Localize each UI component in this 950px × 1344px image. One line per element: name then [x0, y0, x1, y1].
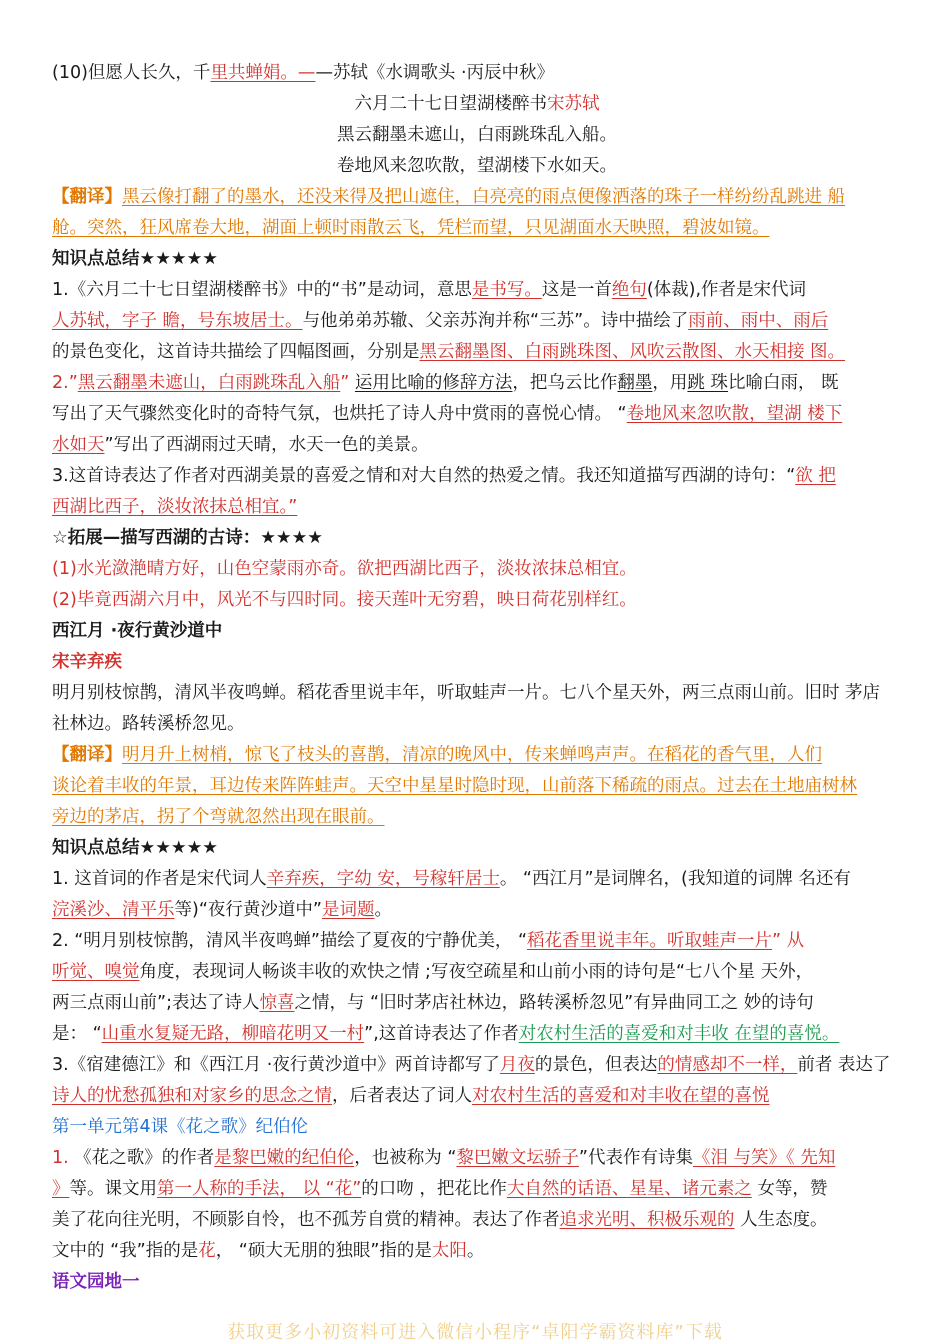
text-segment: 辛弃疾，字幼 安，号稼轩居士 — [266, 869, 500, 889]
text-segment: 是书写。 — [471, 280, 542, 300]
text-segment: 【翻译】 — [52, 187, 122, 207]
text-segment: 。 — [374, 900, 392, 920]
text-line — [52, 430, 902, 461]
text-segment: 1. 这首词的作者是宋代词人 — [52, 869, 267, 889]
text-segment: 的景色，但表达 — [534, 1055, 658, 1075]
text-line — [52, 1205, 902, 1236]
text-segment: ☆拓展—描写西湖的古诗：★★★★ — [52, 528, 323, 548]
text-segment: 翻墨 — [617, 373, 653, 393]
text-segment: 对农村生活的喜爱和对丰收 在望的喜悦。 — [518, 1024, 840, 1044]
text-line — [52, 275, 902, 306]
text-line — [52, 120, 902, 151]
text-line — [52, 833, 902, 864]
text-segment: 之情，与 “旧时茅店社林边，路转溪桥忽见”有异曲同工之 妙的诗句 — [294, 993, 814, 1013]
text-line — [52, 461, 902, 492]
text-segment: 西湖比西子，淡妆浓抹总相宜。” — [52, 497, 298, 517]
text-segment: 西江月 ·夜行黄沙道中 — [52, 621, 223, 641]
text-line — [52, 647, 902, 678]
text-segment: 的景色变化，这首诗共描绘了四幅图画，分别是 — [52, 342, 420, 362]
text-segment: 女等，赞 — [751, 1179, 828, 1199]
text-segment: 2.” — [52, 373, 78, 393]
text-line — [52, 585, 902, 616]
text-segment: 对农村生活的喜爱和对丰收在望的喜悦 — [472, 1086, 770, 1106]
text-line — [52, 368, 902, 399]
text-line — [52, 926, 902, 957]
text-segment: 知识点总结★★★★★ — [52, 249, 218, 269]
text-segment: 等。课文用 — [69, 1179, 157, 1199]
text-line — [52, 244, 902, 275]
text-line — [52, 1174, 902, 1205]
text-line — [52, 616, 902, 647]
text-line — [52, 399, 902, 430]
text-segment: 舱。突然，狂风席卷大地，湖面上顿时雨散云飞，凭栏而望，只见湖面水天映照，碧波如镜。 — [52, 218, 770, 238]
text-line — [52, 864, 902, 895]
text-segment: 欲 把 — [795, 466, 836, 486]
text-segment: 月夜 — [499, 1055, 535, 1075]
text-segment: 。 — [466, 1241, 485, 1261]
text-segment: 卷地风来忽吹散，望湖楼下水如天。 — [337, 156, 617, 176]
text-line — [52, 988, 902, 1019]
text-line — [52, 895, 902, 926]
text-segment: 水如天 — [52, 435, 105, 455]
text-segment: 。 “西江月”是词牌名，(我知道的词牌 名还有 — [499, 869, 851, 889]
text-line — [52, 957, 902, 988]
document-body — [52, 58, 902, 1298]
text-segment: 写出了天气骤然变化时的奇特气氛，也烘托了诗人舟中赏雨的喜悦心情。 “ — [52, 404, 627, 424]
text-segment: ，后者表达了词人 — [332, 1086, 472, 1106]
text-line — [52, 554, 902, 585]
text-segment: 文中的 “我”指的是 — [52, 1241, 199, 1261]
text-segment: 第一人称的手法， 以 “花” — [157, 1179, 362, 1199]
text-line — [52, 89, 902, 120]
text-segment: 黑云像打翻了的墨水，还没来得及把山遮住，白亮亮的雨点便像洒落的珠子一样纷纷乱跳进 船 — [122, 187, 846, 207]
text-segment: 【翻译】 — [52, 745, 122, 765]
text-segment: 山重水复疑无路，柳暗花明又一村 — [101, 1024, 365, 1044]
text-segment: (2)毕竟西湖六月中，风光不与四时同。接天莲叶无穷碧，映日荷花别样红。 — [52, 590, 637, 610]
text-segment: 太阳 — [431, 1241, 467, 1261]
text-segment: 卷地风来忽吹散，望湖 楼下 — [626, 404, 843, 424]
text-line — [52, 151, 902, 182]
text-segment: 与他弟弟苏辙、父亲苏洵并称“三苏”。诗中描绘了 — [302, 311, 689, 331]
text-line — [52, 740, 902, 771]
text-segment: ，用 — [652, 373, 688, 393]
text-segment: 是： “ — [52, 1024, 102, 1044]
text-segment: 3.这首诗表达了作者对西湖美景的喜爱之情和对大自然的热爱之情。我还知道描写西湖的诗句：“ — [52, 466, 796, 486]
text-segment: 是黎巴嫩的纪伯伦 — [214, 1148, 355, 1168]
text-segment: 追求光明、积极乐观的 — [559, 1210, 735, 1230]
text-segment: 1. — [52, 1148, 75, 1168]
text-segment: 美了花向往光明，不顾影自怜，也不孤芳自赏的精神。表达了作者 — [52, 1210, 560, 1230]
text-segment: 大自然的话语、星星、诸元素之 — [506, 1179, 752, 1199]
text-segment: 运用比喻的修辞方法 — [354, 373, 513, 393]
text-segment: 1.《六月二十七日望湖楼醉书》中的“书”是动词，意思 — [52, 280, 472, 300]
footer-promo: 获取更多小初资料可进入微信小程序“卓阳学霸资料库”下载 — [227, 1322, 723, 1343]
text-segment: 里共蝉娟。— — [210, 63, 316, 83]
text-segment: 《泪 与笑》《 先知 — [692, 1148, 836, 1168]
text-segment: 稻花香里说丰年。听取蛙声一片 — [527, 931, 773, 951]
text-line — [52, 1236, 902, 1267]
text-segment: 3.《宿建德江》和《西江月 ·夜行黄沙道中》两首诗都写了 — [52, 1055, 500, 1075]
text-segment: 浣溪沙、清平乐 — [52, 900, 175, 920]
text-line — [52, 1081, 902, 1112]
text-segment: 宋苏轼 — [547, 94, 600, 114]
text-segment: 《花之歌》的作者 — [74, 1148, 215, 1168]
text-segment: 》 — [52, 1179, 70, 1199]
text-segment: 明月升上树梢，惊飞了枝头的喜鹊，清凉的晚风中，传来蝉鸣声声。在稻花的香气里，人们 — [122, 745, 822, 765]
text-segment: 的口吻 ，把花比作 — [361, 1179, 507, 1199]
text-segment: 宋辛弃疾 — [52, 652, 122, 672]
text-segment: 社林边。路转溪桥忽见。 — [52, 714, 245, 734]
text-segment: 人生态度。 — [734, 1210, 828, 1230]
text-segment: 谈论着丰收的年景，耳边传来阵阵蛙声。天空中星星时隐时现，山前落下稀疏的雨点。过去在土地庙树林 — [52, 776, 857, 796]
text-line — [52, 1019, 902, 1050]
text-segment: (体裁),作者是宋代词 — [646, 280, 807, 300]
text-segment: 绝句 — [611, 280, 647, 300]
text-segment: —苏轼《水调歌头 ·丙辰中秋》 — [315, 63, 555, 83]
text-segment: 跳 珠 — [687, 373, 728, 393]
text-line — [52, 802, 902, 833]
text-segment: ”,这首诗表达了作者 — [364, 1024, 519, 1044]
text-line — [52, 1267, 902, 1298]
text-segment: 花 — [198, 1241, 216, 1261]
text-segment: 前者 表达了 — [797, 1055, 891, 1075]
text-segment: 旁边的茅店，拐了个弯就忽然出现在眼前。 — [52, 807, 385, 827]
text-line — [52, 58, 902, 89]
text-segment: 黑云翻墨未遮山，白雨跳珠乱入船。 — [337, 125, 617, 145]
text-segment: ，也被称为 “ — [354, 1148, 457, 1168]
text-line — [52, 1112, 902, 1143]
text-segment: ，把乌云比作 — [512, 373, 618, 393]
text-segment: (1)水光潋滟晴方好，山色空蒙雨亦奇。欲把西湖比西子，淡妆浓抹总相宜。 — [52, 559, 637, 579]
text-segment: 等)“夜行黄沙道中” — [174, 900, 322, 920]
text-segment: 比喻白雨， 既 — [728, 373, 839, 393]
text-line — [52, 337, 902, 368]
text-segment: 诗人的忧愁孤独和对家乡的思念之情 — [52, 1086, 332, 1106]
text-segment: 2. “明月别枝惊鹊，清风半夜鸣蝉”描绘了夏夜的宁静优美， “ — [52, 931, 528, 951]
text-line — [52, 182, 902, 213]
text-segment: 黎巴嫩文坛骄子 — [456, 1148, 579, 1168]
text-segment: 知识点总结★★★★★ — [52, 838, 218, 858]
text-line — [52, 492, 902, 523]
text-segment: 明月别枝惊鹊，清风半夜鸣蝉。稻花香里说丰年，听取蛙声一片。七八个星天外，两三点雨山前。旧时 茅店 — [52, 683, 881, 703]
text-segment: 两三点雨山前”;表达了诗人 — [52, 993, 260, 1013]
text-segment: 黑云翻墨未遮山，白雨跳珠乱入船 — [77, 373, 341, 393]
text-line — [52, 771, 902, 802]
text-line — [52, 1050, 902, 1081]
text-segment: 雨前、雨中、雨后 — [688, 311, 829, 331]
text-segment: 惊喜 — [259, 993, 295, 1013]
text-segment: ”代表作有诗集 — [578, 1148, 693, 1168]
text-segment: ， “硕大无朋的独眼”指的是 — [215, 1241, 432, 1261]
text-segment: 语文园地一 — [52, 1272, 140, 1292]
text-segment: 听觉、嗅觉 — [52, 962, 140, 982]
text-segment: 黑云翻墨图、白雨跳珠图、风吹云散图、水天相接 图。 — [419, 342, 846, 362]
text-segment: 这是一首 — [541, 280, 612, 300]
text-line — [52, 213, 902, 244]
text-segment: 人苏轼，字子 瞻，号东坡居士。 — [52, 311, 303, 331]
text-line — [52, 678, 902, 709]
text-line — [52, 306, 902, 337]
text-segment: (10)但愿人长久，千 — [52, 63, 211, 83]
text-segment: ”写出了西湖雨过天晴，水天一色的美景。 — [104, 435, 429, 455]
text-line — [52, 709, 902, 740]
text-segment: 第一单元第4课《花之歌》纪伯伦 — [52, 1117, 309, 1137]
text-segment: 是词题 — [321, 900, 375, 920]
text-line — [52, 1143, 902, 1174]
text-segment: 六月二十七日望湖楼醉书 — [354, 94, 547, 114]
text-segment: 的情感却不一样， — [657, 1055, 798, 1075]
text-segment: ” 从 — [772, 931, 805, 951]
text-segment: 角度，表现词人畅谈丰收的欢快之情 ;写夜空疏星和山前小雨的诗句是“七八个星 天外， — [139, 962, 814, 982]
text-segment: ” — [340, 373, 350, 393]
text-line — [52, 523, 902, 554]
